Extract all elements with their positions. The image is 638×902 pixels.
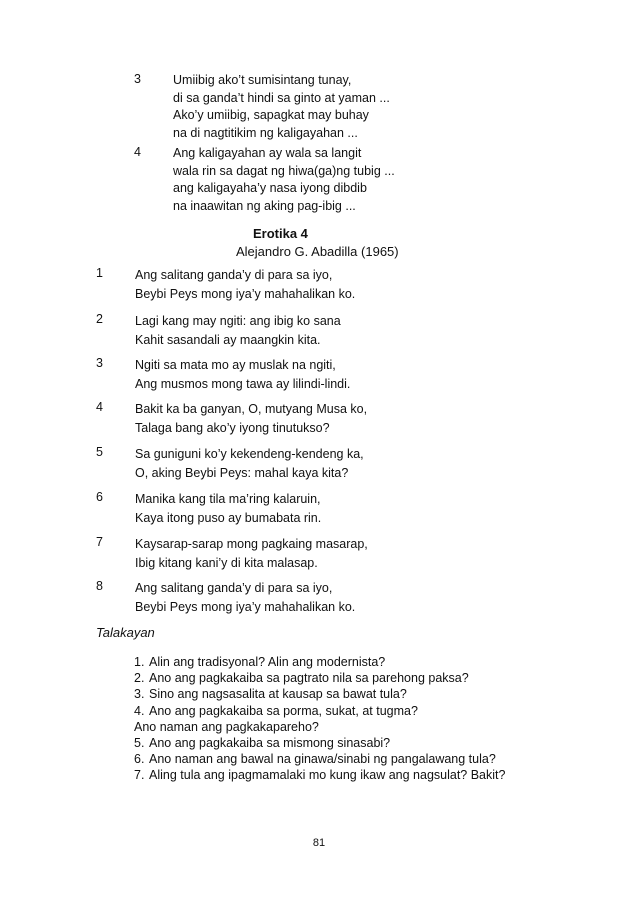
verse-line: Ang salitang ganda’y di para sa iyo, [135, 581, 333, 595]
verse-line: Beybi Peys mong iya’y mahahalikan ko. [135, 600, 356, 614]
verse-line: Kahit sasandali ay maangkin kita. [135, 333, 321, 347]
question-number: 1. [134, 655, 145, 669]
question-item [134, 751, 604, 767]
question-text: Alin ang tradisyonal? Alin ang modernista? [149, 655, 386, 669]
verse-line: ang kaligayaha’y nasa iyong dibdib [173, 181, 367, 195]
verse-line: Beybi Peys mong iya’y mahahalikan ko. [135, 287, 356, 301]
stanza-number: 1 [96, 266, 103, 280]
verse-line: Ang musmos mong tawa ay lilindi-lindi. [135, 377, 351, 391]
question-item [134, 670, 604, 686]
stanza-number: 5 [96, 445, 103, 459]
question-text: Sino ang nagsasalita at kausap sa bawat tula? [149, 687, 407, 702]
verse-line: Lagi kang may ngiti: ang ibig ko sana [135, 314, 341, 328]
stanza-number: 4 [96, 400, 103, 414]
stanza-number: 7 [96, 535, 103, 549]
question-number: 2. [134, 671, 145, 686]
question-text: Ano ang pagkakaiba sa mismong sinasabi? [149, 736, 391, 751]
question-item [134, 654, 604, 670]
discussion-heading: Talakayan [96, 625, 155, 640]
question-number: 7. [134, 768, 145, 783]
verse-line: Umiibig ako’t sumisintang tunay, [173, 73, 352, 87]
verse-line: Kaysarap-sarap mong pagkaing masarap, [135, 537, 368, 551]
question-text: Ano ang pagkakaiba sa porma, sukat, at tugma? [149, 703, 418, 718]
question-text: Ano ang pagkakaiba sa pagtrato nila sa parehong paksa? [149, 671, 469, 686]
page-number: 81 [312, 837, 326, 849]
verse-line: Kaya itong puso ay bumabata rin. [135, 511, 322, 525]
verse-line: Ang salitang ganda’y di para sa iyo, [135, 268, 333, 282]
verse-line: di sa ganda’t hindi sa ginto at yaman ... [173, 90, 390, 105]
verse-line: Talaga bang ako’y iyong tinutukso? [135, 421, 330, 435]
verse-line: na di nagtitikim ng kaligayahan ... [173, 125, 358, 140]
poem-title: Erotika 4 [253, 226, 308, 241]
discussion-question-list [134, 654, 604, 784]
question-number: 4. [134, 703, 145, 718]
verse-line: Ang kaligayahan ay wala sa langit [173, 146, 362, 160]
stanza-number: 8 [96, 579, 103, 593]
question-text: Ano naman ang bawal na ginawa/sinabi ng pangalawang tula? [149, 752, 496, 767]
verse-line: na inaawitan ng aking pag-ibig ... [173, 198, 356, 213]
verse-line: Ngiti sa mata mo ay muslak na ngiti, [135, 358, 336, 372]
question-item [134, 735, 604, 751]
verse-line: Bakit ka ba ganyan, O, mutyang Musa ko, [135, 402, 368, 416]
question-number: 3. [134, 687, 145, 702]
verse-line: Ibig kitang kani’y di kita malasap. [135, 556, 318, 570]
stanza-number: 3 [134, 72, 141, 86]
verse-line: Manika kang tila ma’ring kalaruin, [135, 492, 321, 506]
question-item [134, 767, 604, 783]
verse-line: Sa guniguni ko’y kekendeng-kendeng ka, [135, 447, 364, 461]
stanza-number: 4 [134, 145, 141, 159]
question-number: 6. [134, 752, 145, 767]
question-number: 5. [134, 736, 145, 751]
stanza-number: 3 [96, 356, 103, 370]
verse-line: O, aking Beybi Peys: mahal kaya kita? [135, 466, 349, 480]
verse-line: Ako’y umiibig, sapagkat may buhay [173, 108, 369, 122]
poem-author: Alejandro G. Abadilla (1965) [236, 244, 399, 259]
stanza-number: 6 [96, 490, 103, 504]
question-text: Aling tula ang ipagmamalaki mo kung ikaw ang nagsulat? Bakit? [149, 768, 506, 783]
verse-line: wala rin sa dagat ng hiwa(ga)ng tubig ... [173, 163, 395, 178]
question-item [134, 686, 604, 702]
question-continuation: Ano naman ang pagkakapareho? [134, 719, 319, 734]
stanza-number: 2 [96, 312, 103, 326]
question-item [134, 703, 604, 719]
